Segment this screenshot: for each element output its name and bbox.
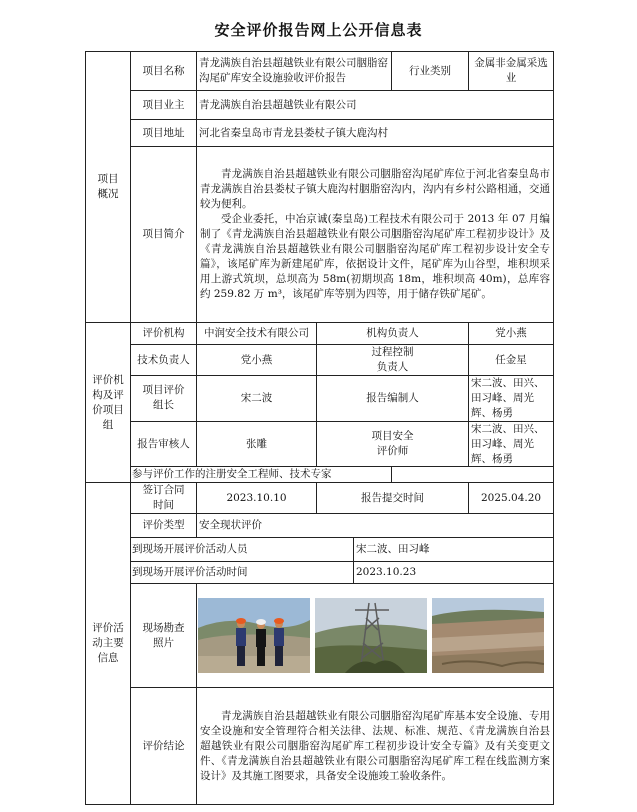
overview-section-label: 项目 概况 [86, 52, 131, 323]
team-lead-label: 项目评价 组长 [131, 376, 197, 422]
address-label: 项目地址 [131, 120, 197, 147]
site-photos [197, 584, 554, 688]
tech-head-label: 技术负责人 [131, 345, 197, 376]
people-at-site-photo [198, 598, 310, 673]
address-value: 河北省秦皇岛市青龙县娄杖子镇大鹿沟村 [197, 120, 554, 147]
engineers-label: 参与评价工作的注册安全工程师、技术专家 [131, 467, 392, 483]
reviewer-value: 张雕 [197, 421, 317, 467]
contract-time-value: 2023.10.10 [197, 483, 317, 514]
eval-type-value: 安全现状评价 [197, 514, 554, 538]
field-staff-label: 到现场开展评价活动人员 [131, 538, 354, 562]
process-head-value: 任金星 [469, 345, 554, 376]
industry-value: 金属非金属采选业 [469, 52, 554, 91]
team-lead-value: 宋二波 [197, 376, 317, 422]
project-name-label: 项目名称 [131, 52, 197, 91]
intro-paragraph: 青龙满族自治县超越铁业有限公司胭脂窑沟尾矿库位于河北省秦皇岛市青龙满族自治县娄杖子镇大鹿沟村胭脂窑沟内，沟内有乡村公路相通，交通较为便利。 [200, 168, 551, 211]
industry-label: 行业类别 [392, 52, 469, 91]
project-name-value: 青龙满族自治县超越铁业有限公司胭脂窑沟尾矿库安全设施验收评价报告 [197, 52, 392, 91]
org-head-value: 党小燕 [469, 323, 554, 345]
report-writers-value: 宋二波、田兴、田习峰、周光辉、杨勇 [469, 376, 554, 422]
owner-value: 青龙满族自治县超越铁业有限公司 [197, 91, 554, 120]
tech-head-value: 党小燕 [197, 345, 317, 376]
reviewer-label: 报告审核人 [131, 421, 197, 467]
safety-evaluators-label: 项目安全 评价师 [317, 421, 469, 467]
safety-evaluators-value: 宋二波、田兴、田习峰、周光辉、杨勇 [469, 421, 554, 467]
intro-label: 项目简介 [131, 147, 197, 323]
contract-time-label: 签订合同 时间 [131, 483, 197, 514]
field-staff-value: 宋二波、田习峰 [354, 538, 554, 562]
eval-type-label: 评价类型 [131, 514, 197, 538]
org-label: 评价机构 [131, 323, 197, 345]
process-head-label: 过程控制 负责人 [317, 345, 469, 376]
page-title: 安全评价报告网上公开信息表 [214, 21, 423, 39]
report-writers-label: 报告编制人 [317, 376, 469, 422]
agency-section-label: 评价机 构及评 价项目 组 [86, 323, 131, 483]
org-head-label: 机构负责人 [317, 323, 469, 345]
field-time-value: 2023.10.23 [354, 562, 554, 584]
org-value: 中润安全技术有限公司 [197, 323, 317, 345]
photos-label: 现场勘查 照片 [131, 584, 197, 688]
intro-paragraph: 受企业委托，中冶京诚(秦皇岛)工程技术有限公司于 2013 年 07 月编制了《青龙满族自治县超越铁业有限公司胭脂窑沟尾矿库工程初步设计》及《青龙满族自治县超越铁业有限公司胭脂窑沟尾矿库工程初步设计安全专篇》，该尾矿库为新建尾矿库，依据设计文件，尾矿库为山谷型，堆积坝采用上游式筑坝，总坝高为 58m(初期坝高 18m，堆积坝高 40m)，总库容约 259.82 万 m³，该尾矿库等别为四等，用于储存铁矿尾矿。 [200, 213, 551, 300]
conclusion-label: 评价结论 [131, 688, 197, 805]
engineers-value [392, 467, 554, 483]
activities-section-label: 评价活 动主要 信息 [86, 483, 131, 805]
submit-time-label: 报告提交时间 [317, 483, 469, 514]
field-time-label: 到现场开展评价活动时间 [131, 562, 354, 584]
pylon-photo [315, 598, 427, 673]
submit-time-value: 2025.04.20 [469, 483, 554, 514]
owner-label: 项目业主 [131, 91, 197, 120]
conclusion-value [197, 688, 554, 805]
intro-value [197, 147, 554, 323]
info-table [85, 51, 554, 805]
tailings-slope-photo [432, 598, 544, 673]
conclusion-text: 青龙满族自治县超越铁业有限公司胭脂窑沟尾矿库基本安全设施、专用安全设施和安全管理符合相关法律、法规、标准、规范、《青龙满族自治县超越铁业有限公司胭脂窑沟尾矿库工程初步设计安全专篇》及有关变更文件、《青龙满族自治县超越铁业有限公司胭脂窑沟尾矿库工程在线监测方案设计》及其施工图要求，具备安全设施竣工验收条件。 [200, 709, 551, 782]
